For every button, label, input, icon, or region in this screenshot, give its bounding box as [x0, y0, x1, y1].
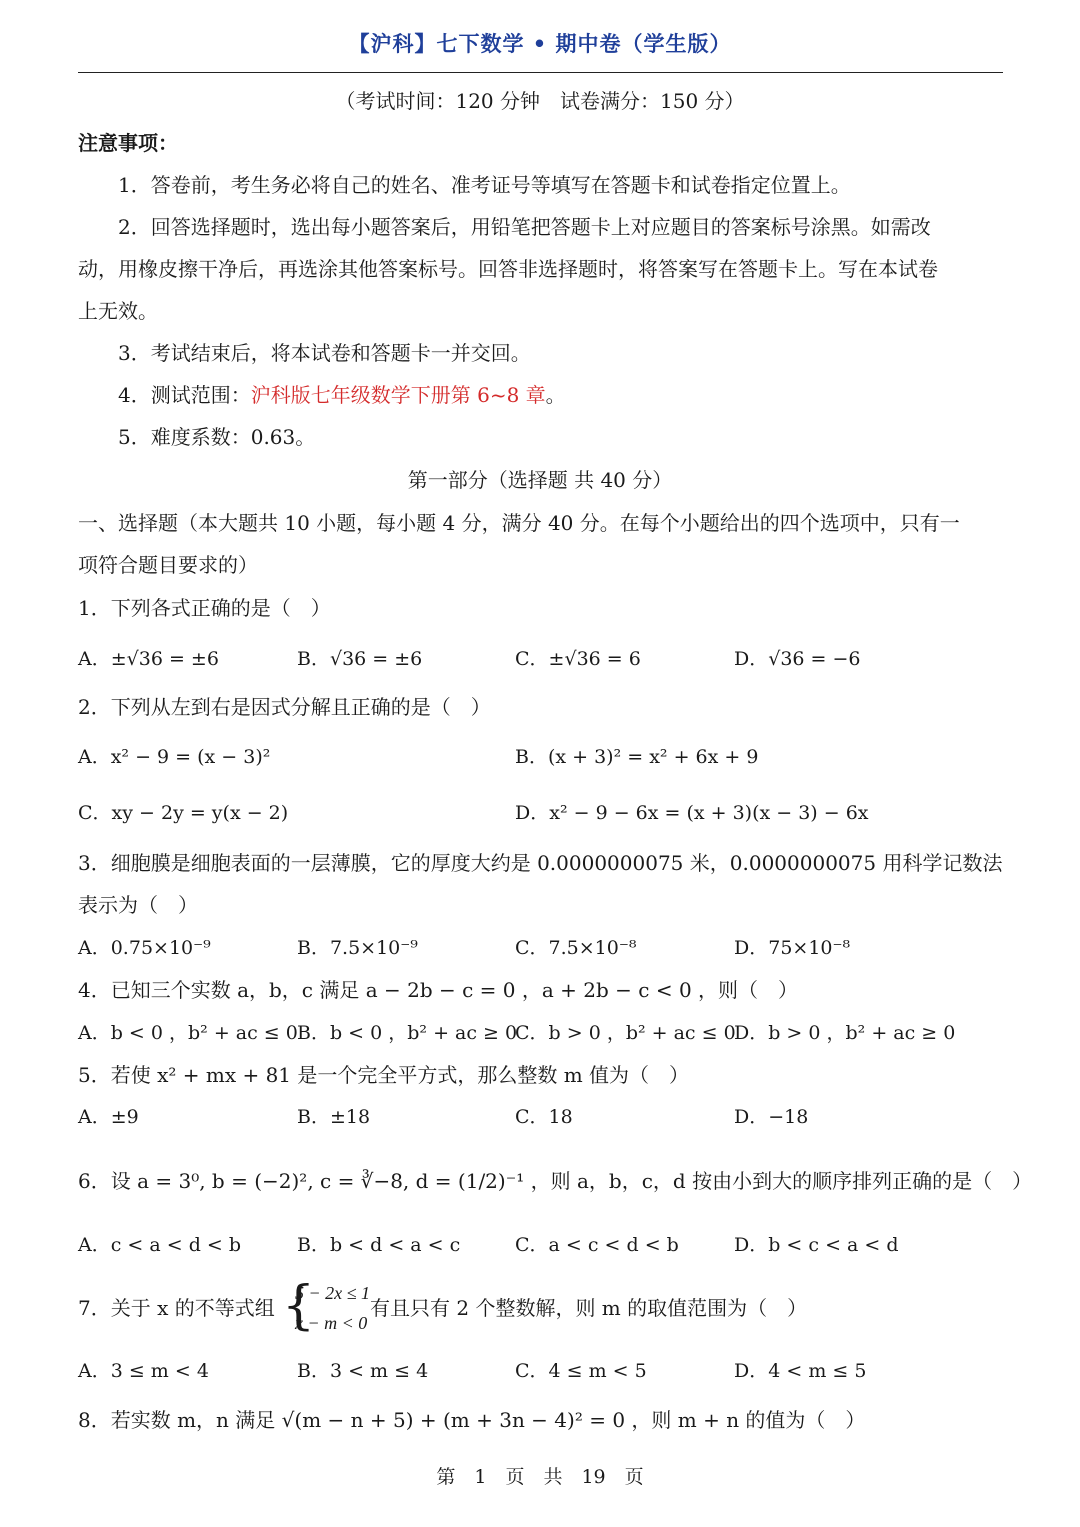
question-5-option-c: C．18 — [515, 1106, 573, 1128]
notice-item-3: 3．考试结束后，将本试卷和答题卡一并交回。 — [118, 341, 531, 365]
question-5-option-b: B．±18 — [297, 1106, 371, 1128]
notice-item-2-line-1: 2．回答选择题时，选出每小题答案后，用铅笔把答题卡上对应题目的答案标号涂黑。如需改 — [118, 215, 931, 239]
notice-item-5: 5．难度系数：0.63。 — [118, 425, 316, 449]
question-1-stem: 1．下列各式正确的是（ ） — [78, 596, 331, 620]
notice-item-2-line-2: 动，用橡皮擦干净后，再选涂其他答案标号。回答非选择题时，将答案写在答题卡上。写在本试卷 — [78, 257, 938, 281]
section1-instructions-line-1: 一、选择题（本大题共 10 小题，每小题 4 分，满分 40 分。在每个小题给出的四个选项中，只有一 — [78, 511, 960, 535]
question-6-option-d: D．b < c < a < d — [734, 1234, 899, 1256]
question-7-stem-suffix: 有且只有 2 个整数解，则 m 的取值范围为（ ） — [370, 1296, 808, 1320]
exam-info: （考试时间：120 分钟 试卷满分：150 分） — [335, 89, 745, 113]
question-7-option-d: D．4 < m ≤ 5 — [734, 1360, 867, 1382]
question-7-option-b: B．3 < m ≤ 4 — [297, 1360, 429, 1382]
notice-item-4-prefix: 4．测试范围： — [118, 383, 251, 407]
question-2-option-c: C．xy − 2y = y(x − 2) — [78, 802, 289, 824]
question-4-option-c: C．b > 0 ，b² + ac ≤ 0 — [515, 1022, 736, 1044]
question-2-option-d: D．x² − 9 − 6x = (x + 3)(x − 3) − 6x — [515, 802, 869, 824]
question-4-stem: 4．已知三个实数 a，b，c 满足 a − 2b − c = 0 ，a + 2b − c < 0 ，则（ ） — [78, 978, 799, 1002]
question-7-option-a: A．3 ≤ m < 4 — [78, 1360, 209, 1382]
brace-icon: { — [282, 1276, 316, 1336]
header-divider — [78, 72, 1003, 73]
question-3-option-c: C．7.5×10⁻⁸ — [515, 937, 637, 959]
question-4-option-b: B．b < 0 ，b² + ac ≥ 0 — [297, 1022, 518, 1044]
question-3-option-b: B．7.5×10⁻⁹ — [297, 937, 418, 959]
question-2-stem: 2．下列从左到右是因式分解且正确的是（ ） — [78, 695, 491, 719]
section1-instructions-line-2: 项符合题目要求的） — [78, 553, 258, 577]
notice-item-2-line-3: 上无效。 — [78, 299, 158, 323]
question-2-option-a: A．x² − 9 = (x − 3)² — [78, 746, 271, 768]
question-4-option-d: D．b > 0 ，b² + ac ≥ 0 — [734, 1022, 956, 1044]
test-range-highlight: 沪科版七年级数学下册第 6~8 章 — [250, 383, 546, 407]
notice-item-4 — [118, 382, 566, 408]
question-5-option-a: A．±9 — [78, 1106, 139, 1128]
question-6-option-c: C．a < c < d < b — [515, 1234, 679, 1256]
question-7-inequality-2: x − m < 0 — [295, 1313, 368, 1333]
question-7-stem-prefix: 7．关于 x 的不等式组 — [78, 1296, 275, 1320]
question-6-stem: 6．设 a = 3⁰, b = (−2)², c = ∛−8, d = (1/2)⁻¹ ，则 a，b，c，d 按由小到大的顺序排列正确的是（ ） — [78, 1169, 1033, 1193]
notice-item-1: 1．答卷前，考生务必将自己的姓名、准考证号等填写在答题卡和试卷指定位置上。 — [118, 173, 851, 197]
notice-item-4-suffix: 。 — [545, 383, 566, 407]
question-3-option-a: A．0.75×10⁻⁹ — [78, 937, 211, 959]
document-header-title: 【沪科】七下数学 • 期中卷（学生版） — [348, 32, 732, 56]
question-3-stem-line-1: 3．细胞膜是细胞表面的一层薄膜，它的厚度大约是 0.0000000075 米，0.0000000075 用科学记数法 — [78, 851, 1003, 875]
question-1-option-a: A．±√36 = ±6 — [78, 648, 219, 670]
question-6-option-b: B．b < d < a < c — [297, 1234, 461, 1256]
question-6-option-a: A．c < a < d < b — [78, 1234, 242, 1256]
question-1-option-c: C．±√36 = 6 — [515, 648, 641, 670]
question-3-stem-line-2: 表示为（ ） — [78, 893, 198, 917]
question-7-inequality-1: 5 − 2x ≤ 1 — [295, 1283, 371, 1303]
question-1-option-d: D．√36 = −6 — [734, 648, 861, 670]
part1-title: 第一部分（选择题 共 40 分） — [407, 468, 673, 492]
question-5-stem: 5．若使 x² + mx + 81 是一个完全平方式，那么整数 m 值为（ ） — [78, 1063, 690, 1087]
question-2-option-b: B．(x + 3)² = x² + 6x + 9 — [515, 746, 759, 768]
question-4-option-a: A．b < 0 ，b² + ac ≤ 0 — [78, 1022, 298, 1044]
question-1-option-b: B．√36 = ±6 — [297, 648, 423, 670]
question-3-option-d: D．75×10⁻⁸ — [734, 937, 851, 959]
question-8-stem: 8．若实数 m，n 满足 √(m − n + 5) + (m + 3n − 4)² = 0 ，则 m + n 的值为（ ） — [78, 1408, 866, 1432]
question-7-option-c: C．4 ≤ m < 5 — [515, 1360, 647, 1382]
page-number-footer: 第 1 页 共 19 页 — [436, 1466, 644, 1488]
notice-heading: 注意事项： — [78, 131, 178, 155]
question-5-option-d: D．−18 — [734, 1106, 809, 1128]
